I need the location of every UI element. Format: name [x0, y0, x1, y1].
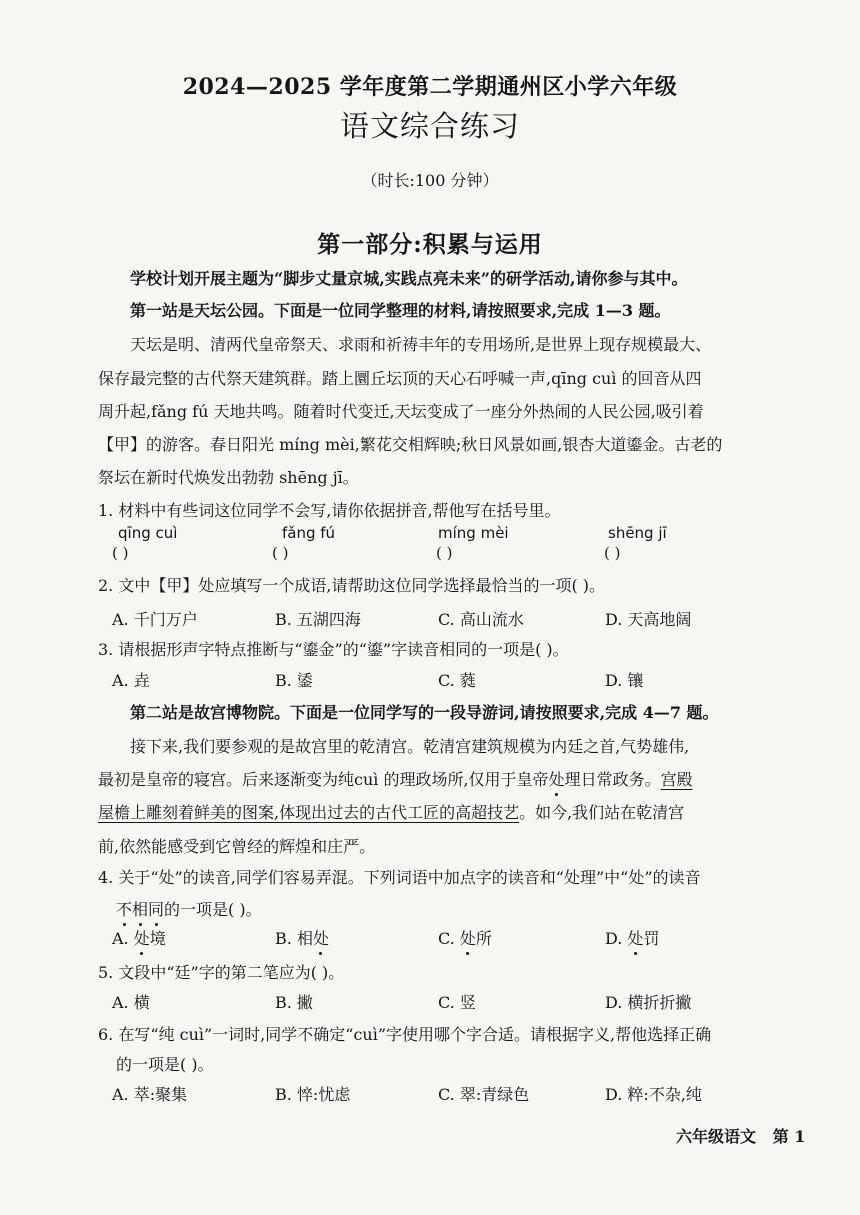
- page-footer: [676, 1124, 805, 1147]
- q4-option-c-letter: C.: [438, 929, 460, 948]
- q4-option-c-dotted: 处: [460, 926, 476, 949]
- q1-answer-blank-2[interactable]: ( ): [272, 544, 289, 562]
- q6-option-d[interactable]: D. 粹:不杂,纯: [605, 1085, 702, 1104]
- q2-option-c[interactable]: C. 高山流水: [438, 610, 524, 629]
- q5-option-c[interactable]: C. 竖: [438, 993, 476, 1012]
- q4-option-c[interactable]: [438, 926, 492, 949]
- q4-option-a[interactable]: [112, 926, 166, 949]
- passage-one-line-5: 祭坛在新时代焕发出勃勃 shēng jī。: [98, 468, 359, 487]
- q3-option-b[interactable]: B. 鋈: [275, 671, 313, 690]
- q4-option-a-dotted: 处: [134, 926, 150, 949]
- q1-answer-blank-4[interactable]: ( ): [604, 544, 621, 562]
- q4-option-b-pre: 相: [296, 929, 313, 948]
- q3-option-d[interactable]: D. 镶: [605, 671, 644, 690]
- question-1-stem: 1. 材料中有些词这位同学不会写,请你依据拼音,帮他写在括号里。: [98, 501, 561, 520]
- q1-answer-blank-1[interactable]: ( ): [112, 544, 129, 562]
- q4-option-d[interactable]: [605, 926, 659, 949]
- underlined-sentence: 屋檐上雕刻着鲜美的图案,体现出过去的古代工匠的高超技艺: [98, 803, 520, 822]
- station-two-intro: 第二站是故宫博物院。下面是一位同学写的一段导游词,请按照要求,完成 4—7 题。: [130, 703, 719, 722]
- q4-option-b-dotted: 处: [313, 926, 329, 949]
- q5-option-d[interactable]: D. 横折折撇: [605, 993, 692, 1012]
- dotted-char-xiang: 相: [132, 897, 148, 920]
- q4-option-d-rest: 罚: [643, 929, 660, 948]
- q2-option-d[interactable]: D. 天高地阔: [605, 610, 692, 629]
- q1-pinyin-2: fǎng fú: [282, 524, 336, 542]
- station-one-intro: 第一站是天坛公园。下面是一位同学整理的材料,请按照要求,完成 1—3 题。: [130, 301, 671, 320]
- passage-one-line-2: 保存最完整的古代祭天建筑群。踏上圜丘坛顶的天心石呼喊一声,qīng cuì 的回音从四: [98, 369, 702, 388]
- q6-option-b[interactable]: B. 悴:忧虑: [275, 1085, 351, 1104]
- q5-option-b[interactable]: B. 撇: [275, 993, 313, 1012]
- q5-option-a[interactable]: A. 横: [112, 993, 150, 1012]
- passage-two-line-3: [98, 800, 684, 823]
- question-4-stem-line-2: [116, 897, 262, 920]
- q1-pinyin-4: shēng jī: [608, 524, 667, 542]
- q4-option-d-letter: D.: [605, 929, 628, 948]
- q2-option-b[interactable]: B. 五湖四海: [275, 610, 361, 629]
- question-6-stem-line-2: 的一项是( )。: [116, 1055, 214, 1074]
- title-line-2: 语文综合练习: [339, 109, 520, 143]
- title-line-1: 2024—2025 学年度第二学期通州区小学六年级: [182, 74, 678, 100]
- dotted-char-tong: 同: [148, 897, 164, 920]
- q1-pinyin-3: míng mèi: [438, 524, 509, 542]
- q4-option-d-dotted: 处: [627, 926, 643, 949]
- question-4-stem-line-1: 4. 关于“处”的读音,同学们容易弄混。下列词语中加点字的读音和“处理”中“处”的读音: [98, 868, 701, 887]
- exam-duration: （时长:100 分钟）: [361, 171, 499, 190]
- q6-option-a[interactable]: A. 萃:聚集: [112, 1085, 188, 1104]
- q4-option-a-letter: A.: [112, 929, 134, 948]
- question-2-stem: 2. 文中【甲】处应填写一个成语,请帮助这位同学选择最恰当的一项( )。: [98, 576, 606, 595]
- part-one-title: 第一部分:积累与运用: [317, 231, 543, 258]
- passage-two-line-1: 接下来,我们要参观的是故宫里的乾清宫。乾清宫建筑规模为内廷之首,气势雄伟,: [130, 737, 690, 756]
- q6-option-c[interactable]: C. 翠:青绿色: [438, 1085, 530, 1104]
- underlined-sentence-start: 宫殿: [660, 770, 693, 789]
- footer-page-number: 第 1: [772, 1127, 806, 1146]
- q4-option-b[interactable]: [275, 926, 329, 949]
- passage-one-line-3: 周升起,fǎng fú 天地共鸣。随着时代变迁,天坛变成了一座分外热闹的人民公园,吸引着: [98, 402, 704, 421]
- question-3-stem: 3. 请根据形声字特点推断与“鎏金”的“鎏”字读音相同的一项是( )。: [98, 640, 569, 659]
- footer-subject: 六年级语文: [676, 1127, 757, 1146]
- passage-one-line-4: 【甲】的游客。春日阳光 míng mèi,繁花交相辉映;秋日风景如画,银杏大道鎏金。古老的: [98, 435, 723, 454]
- q1-answer-blank-3[interactable]: ( ): [436, 544, 453, 562]
- q3-option-a[interactable]: A. 垚: [112, 671, 150, 690]
- dotted-char-bu: 不: [116, 897, 132, 920]
- passage-two-line-2: [98, 767, 693, 790]
- passage-two-line-2-text: 最初是皇帝的寝宫。后来逐渐变为纯cuì 的理政场所,仅用于皇帝: [98, 770, 549, 789]
- dotted-char-chu: 处: [549, 767, 565, 790]
- question-4-stem-rest: 的一项是( )。: [164, 900, 262, 919]
- q4-option-c-rest: 所: [475, 929, 492, 948]
- passage-one-line-1: 天坛是明、清两代皇帝祭天、求雨和祈祷丰年的专用场所,是世界上现存规模最大、: [130, 335, 712, 354]
- q4-option-a-rest: 境: [149, 929, 166, 948]
- q4-option-b-letter: B.: [275, 929, 297, 948]
- activity-intro: 学校计划开展主题为“脚步丈量京城,实践点亮未来”的研学活动,请你参与其中。: [130, 269, 688, 288]
- q1-pinyin-1: qīng cuì: [118, 524, 178, 542]
- question-5-stem: 5. 文段中“廷”字的第二笔应为( )。: [98, 963, 345, 982]
- passage-two-line-3-rest: 。如今,我们站在乾清宫: [519, 803, 685, 822]
- passage-two-line-2-text-b: 理日常政务。: [564, 770, 661, 789]
- passage-two-line-4: 前,依然能感受到它曾经的辉煌和庄严。: [98, 837, 376, 856]
- q3-option-c[interactable]: C. 蕤: [438, 671, 476, 690]
- question-6-stem-line-1: 6. 在写“纯 cuì”一词时,同学不确定“cuì”字使用哪个字合适。请根据字义,帮他选择正确: [98, 1025, 712, 1044]
- q2-option-a[interactable]: A. 千门万户: [112, 610, 198, 629]
